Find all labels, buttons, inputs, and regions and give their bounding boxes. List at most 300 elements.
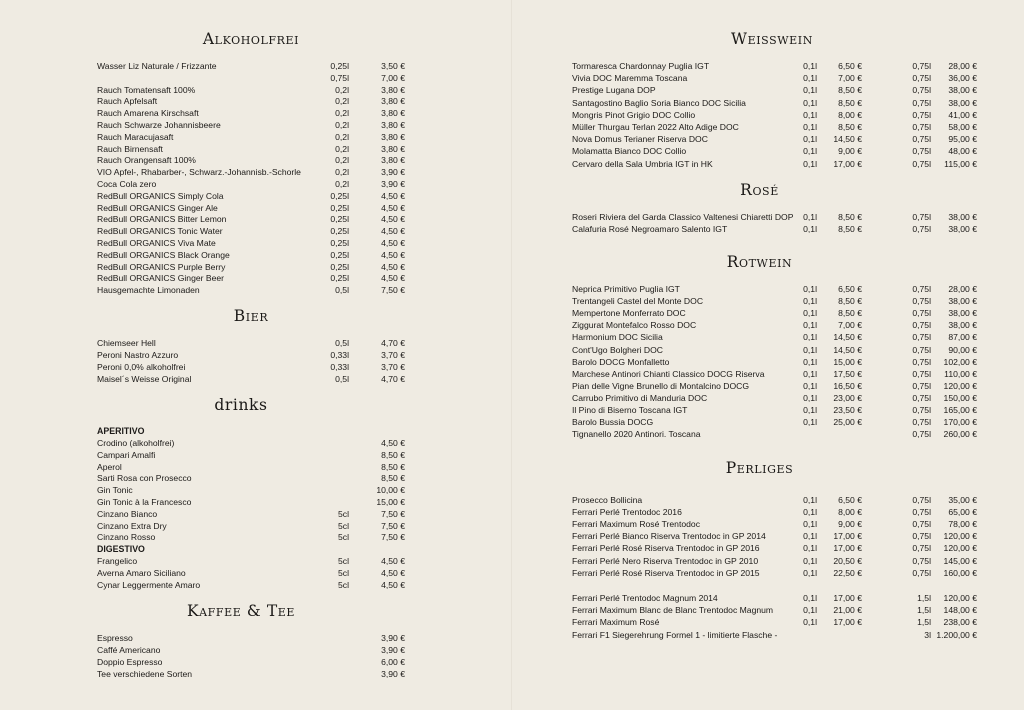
item-price: 3,70 € — [381, 350, 405, 360]
glass-size: 0,1l — [803, 519, 817, 530]
item-size: 0,2l — [335, 84, 349, 95]
item-price: 3,80 € — [381, 131, 405, 142]
glass-size: 0,1l — [803, 417, 817, 428]
glass-size: 0,1l — [803, 356, 817, 367]
wine-item-row — [512, 97, 1024, 109]
item-size: 0,2l — [335, 108, 349, 119]
wine-name: Pian delle Vigne Brunello di Montalcino DOCG — [572, 380, 750, 391]
item-price: 4,50 € — [381, 226, 405, 237]
glass-price: 6,50 € — [838, 284, 862, 294]
glass-price: 8,50 € — [838, 212, 862, 222]
bottle-price: 35,00 € — [948, 495, 977, 505]
wine-name: Neprica Primitivo Puglia IGT — [572, 284, 680, 294]
wine-name: Mempertone Monferrato DOC — [572, 308, 686, 319]
bottle-price: 145,00 € — [943, 555, 977, 566]
item-name: Wasser Liz Naturale / Frizzante — [97, 61, 217, 71]
glass-price: 9,00 € — [838, 146, 862, 157]
item-size: 0,5l — [335, 374, 349, 384]
item-price: 7,50 € — [381, 520, 405, 531]
item-price: 3,50 € — [381, 61, 405, 71]
item-name: Espresso — [97, 633, 133, 643]
bottle-price: 238,00 € — [943, 617, 977, 628]
menu-item-row — [0, 496, 512, 508]
bottle-price: 48,00 € — [948, 146, 977, 157]
item-name: RedBull ORGANICS Purple Berry — [97, 261, 226, 272]
item-size: 5cl — [338, 580, 349, 590]
item-name: Chiemseer Hell — [97, 338, 156, 348]
glass-price: 15,00 € — [833, 356, 862, 367]
glass-price: 17,00 € — [833, 617, 862, 628]
bottle-price: 28,00 € — [948, 61, 977, 71]
menu-item-row — [0, 72, 512, 84]
wine-name: Cont'Ugo Bolgheri DOC — [572, 344, 663, 355]
glass-size: 0,1l — [803, 320, 817, 331]
wine-item-row — [512, 629, 1024, 641]
menu-item-row — [0, 668, 512, 680]
wine-item-row — [512, 133, 1024, 145]
item-size: 0,25l — [330, 273, 349, 284]
wine-name: Nova Domus Terianer Riserva DOC — [572, 134, 708, 145]
menu-item-row — [0, 131, 512, 143]
item-name: Doppio Espresso — [97, 657, 163, 667]
menu-item-row — [0, 632, 512, 644]
item-name: Cinzano Rosso — [97, 532, 156, 543]
wine-name: Roseri Riviera del Garda Classico Valtenesi Chiaretti DOP — [572, 212, 794, 222]
item-size: 0,2l — [335, 143, 349, 154]
wine-item-row — [512, 506, 1024, 518]
wine-name: Ferrari Perlé Trentodoc Magnum 2014 — [572, 593, 718, 603]
item-name: VIO Apfel-, Rhabarber-, Schwarz.-Johannisb.-Schorle — [97, 167, 301, 178]
item-name: Rauch Amarena Kirschsaft — [97, 108, 199, 119]
item-name: Rauch Schwarze Johannisbeere — [97, 120, 221, 130]
bottle-size: 0,75l — [912, 507, 931, 518]
glass-size: 0,1l — [803, 567, 817, 578]
bottle-size: 0,75l — [912, 392, 931, 403]
menu-item-row — [0, 437, 512, 449]
bottle-size: 0,75l — [912, 122, 931, 132]
menu-item-row — [0, 567, 512, 579]
wine-item-row — [512, 145, 1024, 157]
menu-item-row — [0, 461, 512, 473]
item-name: Aperol — [97, 461, 122, 472]
glass-size: 0,1l — [803, 380, 817, 391]
item-price: 3,70 € — [381, 362, 405, 372]
wine-name: Müller Thurgau Terlan 2022 Alto Adige DOC — [572, 122, 739, 132]
glass-size: 0,1l — [803, 617, 817, 628]
wine-item-row — [512, 356, 1024, 368]
item-size: 0,25l — [330, 61, 349, 71]
digestivo-label: DIGESTIVO — [97, 544, 145, 554]
bottle-price: 120,00 € — [943, 543, 977, 554]
wine-item-row — [512, 211, 1024, 223]
wine-item-row — [512, 283, 1024, 295]
wine-item-row — [512, 555, 1024, 567]
menu-item-row — [0, 472, 512, 484]
bottle-size: 0,75l — [912, 531, 931, 542]
item-name: Coca Cola zero — [97, 179, 157, 189]
menu-item-row — [0, 166, 512, 178]
glass-price: 17,50 € — [833, 368, 862, 379]
item-size: 5cl — [338, 520, 349, 531]
item-price: 7,50 € — [381, 508, 405, 519]
item-name: Crodino (alkoholfrei) — [97, 438, 175, 448]
glass-size: 0,1l — [803, 368, 817, 379]
item-name: RedBull ORGANICS Black Orange — [97, 249, 230, 260]
glass-size: 0,1l — [803, 555, 817, 566]
wine-item-row — [512, 121, 1024, 133]
bottle-price: 95,00 € — [948, 134, 977, 145]
item-size: 5cl — [338, 568, 349, 578]
glass-price: 14,50 € — [833, 344, 862, 355]
wine-name: Tormaresca Chardonnay Puglia IGT — [572, 61, 710, 71]
menu-item-row — [0, 95, 512, 107]
bottle-price: 260,00 € — [943, 429, 977, 440]
menu-item-row — [0, 143, 512, 155]
glass-size: 0,1l — [803, 392, 817, 403]
glass-price: 7,00 € — [838, 320, 862, 331]
menu-item-row — [0, 249, 512, 261]
bottle-size: 0,75l — [912, 109, 931, 120]
wine-name: Ferrari Maximum Rosé — [572, 617, 660, 628]
item-size: 0,2l — [335, 179, 349, 189]
glass-size: 0,1l — [803, 158, 817, 169]
section-title-alkoholfrei: Alkoholfrei — [202, 30, 300, 48]
bottle-size: 0,75l — [912, 224, 931, 234]
item-price: 15,00 € — [376, 497, 405, 507]
menu-item-row — [0, 531, 512, 543]
wine-item-row — [512, 295, 1024, 307]
bottle-price: 41,00 € — [948, 109, 977, 120]
glass-size: 0,1l — [803, 495, 817, 505]
item-name: Sarti Rosa con Prosecco — [97, 473, 192, 484]
wine-item-row — [512, 319, 1024, 331]
wine-name: Carrubo Primitivo di Manduria DOC — [572, 392, 708, 403]
wine-name: Tignanello 2020 Antinori. Toscana — [572, 429, 701, 440]
glass-size: 0,1l — [803, 122, 817, 132]
glass-size: 0,1l — [803, 284, 817, 294]
bottle-size: 0,75l — [912, 134, 931, 145]
glass-price: 8,50 € — [838, 97, 862, 108]
section-title-rotwein: Rotwein — [726, 253, 793, 271]
wine-name: Vivia DOC Maremma Toscana — [572, 73, 688, 84]
wine-name: Prestige Lugana DOP — [572, 85, 656, 96]
bottle-size: 0,75l — [912, 284, 931, 294]
bottle-price: 110,00 € — [944, 368, 977, 379]
glass-size: 0,1l — [803, 97, 817, 108]
wine-name: Calafuria Rosé Negroamaro Salento IGT — [572, 224, 728, 234]
glass-price: 17,00 € — [833, 158, 862, 169]
menu-item-row — [0, 190, 512, 202]
item-size: 5cl — [338, 508, 349, 519]
item-name: Rauch Birnensaft — [97, 143, 163, 154]
glass-price: 9,00 € — [838, 519, 862, 530]
glass-size: 0,1l — [803, 73, 817, 84]
bottle-size: 0,75l — [912, 380, 931, 391]
bottle-size: 0,75l — [912, 320, 931, 331]
wine-item-row — [512, 223, 1024, 235]
glass-size: 0,1l — [803, 344, 817, 355]
bottle-price: 38,00 € — [948, 308, 977, 319]
bottle-price: 38,00 € — [948, 320, 977, 331]
wine-item-row — [512, 518, 1024, 530]
bottle-size: 0,75l — [912, 555, 931, 566]
bottle-price: 115,00 € — [944, 158, 977, 169]
item-name: Rauch Tomatensaft 100% — [97, 84, 196, 95]
wine-name: Prosecco Bollicina — [572, 495, 643, 505]
bottle-price: 148,00 € — [943, 605, 977, 616]
menu-item-row — [0, 579, 512, 591]
item-size: 0,25l — [330, 238, 349, 248]
wine-name: Cervaro della Sala Umbria IGT in HK — [572, 158, 713, 169]
menu-item-row — [0, 225, 512, 237]
wine-name: Ferrari Perlé Bianco Riserva Trentodoc in GP 2014 — [572, 531, 766, 542]
menu-item-row — [0, 644, 512, 656]
glass-size: 0,1l — [803, 605, 817, 616]
glass-size: 0,1l — [803, 109, 817, 120]
bottle-price: 38,00 € — [948, 85, 977, 96]
glass-price: 8,00 € — [838, 109, 862, 120]
glass-price: 21,00 € — [833, 605, 862, 616]
item-name: Cynar Leggermente Amaro — [97, 580, 201, 590]
glass-size: 0,1l — [803, 332, 817, 343]
menu-item-row — [0, 60, 512, 72]
item-name: Rauch Orangensaft 100% — [97, 155, 196, 166]
bottle-size: 0,75l — [912, 368, 931, 379]
item-size: 5cl — [338, 532, 349, 543]
item-price: 4,50 € — [381, 214, 405, 225]
wine-item-row — [512, 380, 1024, 392]
item-price: 8,50 € — [381, 473, 405, 484]
item-price: 3,90 € — [381, 633, 405, 643]
bottle-size: 0,75l — [912, 97, 931, 108]
item-price: 3,80 € — [381, 155, 405, 166]
wine-name: Ferrari Perlé Rosé Riserva Trentodoc in GP 2015 — [572, 567, 760, 578]
wine-item-row — [512, 72, 1024, 84]
bottle-price: 38,00 € — [948, 224, 977, 234]
wine-name: Barolo Bussia DOCG — [572, 417, 654, 428]
glass-price: 23,50 € — [833, 405, 862, 415]
aperitivo-label: APERITIVO — [97, 426, 145, 436]
wine-name: Ferrari Maximum Rosé Trentodoc — [572, 519, 700, 530]
bottle-price: 38,00 € — [948, 97, 977, 108]
item-size: 0,25l — [330, 190, 349, 201]
item-name: Gin Tonic — [97, 485, 133, 496]
glass-price: 25,00 € — [833, 417, 862, 428]
wine-item-row — [512, 530, 1024, 542]
item-size: 0,5l — [335, 285, 349, 296]
bottle-price: 38,00 € — [948, 212, 977, 222]
bottle-size: 0,75l — [912, 296, 931, 307]
item-name: RedBull ORGANICS Ginger Beer — [97, 273, 225, 284]
glass-size: 0,1l — [803, 531, 817, 542]
wine-name: Ziggurat Montefalco Rosso DOC — [572, 320, 697, 331]
bottle-size: 0,75l — [912, 61, 931, 71]
bottle-price: 90,00 € — [948, 344, 977, 355]
item-name: RedBull ORGANICS Simply Cola — [97, 190, 224, 201]
item-name: Maisel´s Weisse Original — [97, 374, 192, 384]
menu-item-row — [0, 484, 512, 496]
section-title-drinks: drinks — [214, 396, 268, 414]
item-size: 0,2l — [335, 120, 349, 130]
wine-item-row — [512, 307, 1024, 319]
menu-item-row — [0, 119, 512, 131]
wine-item-row — [512, 392, 1024, 404]
glass-price: 16,50 € — [833, 380, 862, 391]
bottle-price: 160,00 € — [943, 567, 977, 578]
item-price: 4,50 € — [381, 261, 405, 272]
wine-name: Barolo DOCG Monfalletto — [572, 356, 670, 367]
glass-price: 17,00 € — [833, 593, 862, 603]
glass-price: 6,50 € — [838, 495, 862, 505]
glass-size: 0,1l — [803, 134, 817, 145]
bottle-price: 65,00 € — [948, 507, 977, 518]
glass-size: 0,1l — [803, 308, 817, 319]
bottle-size: 0,75l — [912, 356, 931, 367]
bottle-price: 38,00 € — [948, 296, 977, 307]
wine-name: Molamatta Bianco DOC Collio — [572, 146, 687, 157]
bottle-price: 1.200,00 € — [936, 629, 977, 640]
item-size: 0,25l — [330, 226, 349, 237]
item-price: 4,50 € — [381, 438, 405, 448]
glass-price: 8,50 € — [838, 85, 862, 96]
item-size: 0,2l — [335, 155, 349, 166]
wine-item-row — [512, 331, 1024, 343]
item-price: 3,80 € — [381, 108, 405, 119]
item-name: Rauch Apfelsaft — [97, 96, 158, 107]
menu-item-row — [0, 272, 512, 284]
section-title-perliges: Perliges — [725, 459, 794, 477]
item-price: 4,70 € — [381, 374, 405, 384]
item-price: 4,50 € — [381, 273, 405, 284]
wine-name: Marchese Antinori Chianti Classico DOCG Riserva — [572, 368, 765, 379]
item-price: 3,80 € — [381, 120, 405, 130]
menu-item-row — [0, 337, 512, 349]
wine-item-row — [512, 542, 1024, 554]
bottle-size: 0,75l — [912, 495, 931, 505]
bottle-size: 3l — [924, 629, 931, 640]
wine-item-row — [512, 616, 1024, 628]
wine-item-row — [512, 567, 1024, 579]
bottle-size: 0,75l — [912, 212, 931, 222]
bottle-size: 0,75l — [912, 417, 931, 428]
wine-name: Mongris Pinot Grigio DOC Collio — [572, 109, 696, 120]
glass-price: 22,50 € — [833, 567, 862, 578]
menu-item-row — [0, 84, 512, 96]
section-title-kaffee: Kaffee & Tee — [186, 602, 296, 620]
bottle-size: 0,75l — [912, 567, 931, 578]
item-name: Peroni 0,0% alkoholfrei — [97, 362, 186, 372]
item-price: 7,50 € — [381, 532, 405, 543]
item-size: 0,33l — [330, 362, 349, 372]
item-name: Rauch Maracujasaft — [97, 131, 174, 142]
item-price: 3,80 € — [381, 96, 405, 107]
menu-item-row — [0, 555, 512, 567]
item-size: 0,33l — [330, 350, 349, 360]
item-price: 10,00 € — [376, 485, 405, 496]
item-size: 0,2l — [335, 167, 349, 178]
wine-name: Ferrari Perlé Trentodoc 2016 — [572, 507, 682, 518]
item-name: Gin Tonic à la Francesco — [97, 497, 192, 507]
glass-size: 0,1l — [803, 405, 817, 415]
glass-size: 0,1l — [803, 212, 817, 222]
item-name: Hausgemachte Limonaden — [97, 285, 200, 296]
item-price: 3,90 € — [381, 669, 405, 679]
bottle-size: 0,75l — [912, 344, 931, 355]
glass-price: 20,50 € — [833, 555, 862, 566]
wine-item-row — [512, 60, 1024, 72]
item-size: 0,5l — [335, 338, 349, 348]
bottle-size: 1,5l — [917, 605, 931, 616]
item-name: Cinzano Bianco — [97, 508, 158, 519]
item-price: 4,50 € — [381, 556, 405, 566]
wine-name: Il Pino di Biserno Toscana IGT — [572, 405, 688, 415]
menu-item-row — [0, 107, 512, 119]
item-price: 3,80 € — [381, 143, 405, 154]
item-size: 0,2l — [335, 96, 349, 107]
glass-price: 6,50 € — [838, 61, 862, 71]
menu-item-row — [0, 349, 512, 361]
item-size: 0,2l — [335, 131, 349, 142]
item-name: Cinzano Extra Dry — [97, 520, 167, 531]
wine-item-row — [512, 592, 1024, 604]
wine-item-row — [512, 158, 1024, 170]
bottle-size: 0,75l — [912, 308, 931, 319]
item-name: RedBull ORGANICS Ginger Ale — [97, 202, 218, 213]
section-title-weisswein: Weisswein — [731, 30, 813, 48]
wine-item-row — [512, 604, 1024, 616]
wine-name: Ferrari F1 Siegerehrung Formel 1 - limitierte Flasche - — [572, 629, 778, 640]
menu-item-row — [0, 361, 512, 373]
item-price: 3,90 € — [381, 167, 405, 178]
glass-price: 23,00 € — [833, 392, 862, 403]
wine-name: Santagostino Baglio Soria Bianco DOC Sicilia — [572, 97, 746, 108]
glass-price: 7,00 € — [838, 73, 862, 84]
bottle-price: 150,00 € — [943, 392, 977, 403]
item-name: Averna Amaro Siciliano — [97, 568, 186, 578]
right-menu-page — [512, 0, 1024, 710]
item-price: 4,70 € — [381, 338, 405, 348]
menu-item-row — [0, 261, 512, 273]
bottle-size: 0,75l — [912, 146, 931, 157]
item-name: RedBull ORGANICS Tonic Water — [97, 226, 223, 237]
bottle-size: 0,75l — [912, 519, 931, 530]
glass-size: 0,1l — [803, 85, 817, 96]
bottle-price: 170,00 € — [943, 417, 977, 428]
wine-name: Ferrari Perlé Rosé Riserva Trentodoc in GP 2016 — [572, 543, 760, 554]
item-name: RedBull ORGANICS Bitter Lemon — [97, 214, 227, 225]
item-name: Peroni Nastro Azzuro — [97, 350, 179, 360]
glass-price: 17,00 € — [833, 531, 862, 542]
menu-item-row — [0, 520, 512, 532]
menu-item-row — [0, 449, 512, 461]
glass-size: 0,1l — [803, 224, 817, 234]
item-size: 0,25l — [330, 202, 349, 213]
glass-price: 8,00 € — [838, 507, 862, 518]
wine-name: Ferrari Perlé Nero Riserva Trentodoc in GP 2010 — [572, 555, 759, 566]
wine-item-row — [512, 109, 1024, 121]
glass-size: 0,1l — [803, 593, 817, 603]
bottle-price: 78,00 € — [948, 519, 977, 530]
item-price: 3,90 € — [381, 179, 405, 189]
item-price: 4,50 € — [381, 249, 405, 260]
menu-item-row — [0, 284, 512, 296]
wine-name: Ferrari Maximum Blanc de Blanc Trentodoc Magnum — [572, 605, 774, 616]
section-title-rose: Rosé — [740, 181, 779, 199]
glass-size: 0,1l — [803, 61, 817, 71]
menu-item-row — [0, 656, 512, 668]
bottle-price: 87,00 € — [948, 332, 977, 343]
item-price: 4,50 € — [381, 580, 405, 590]
